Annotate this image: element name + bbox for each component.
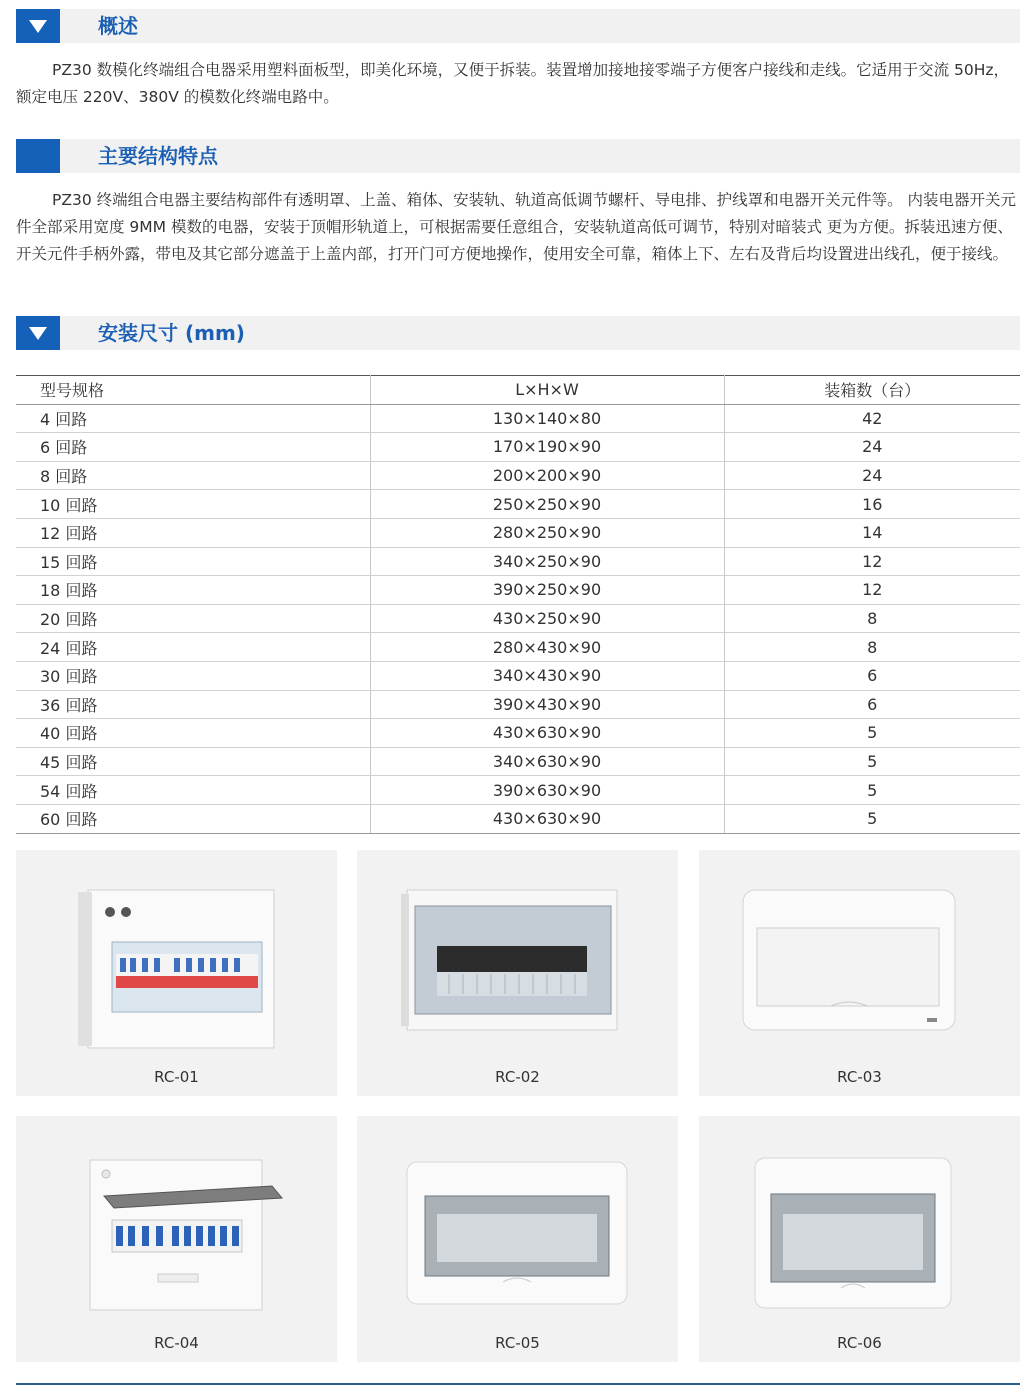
- product-card-rc-05: [357, 1116, 678, 1362]
- cell-dimensions: 340×430×90: [370, 661, 724, 690]
- cell-quantity: 6: [724, 690, 1020, 719]
- cell-quantity: 24: [724, 433, 1020, 462]
- distribution-box-closed-cover: [699, 850, 1020, 1096]
- cell-quantity: 24: [724, 461, 1020, 490]
- structure-text: PZ30 终端组合电器主要结构部件有透明罩、上盖、箱体、安装轨、轨道高低调节螺杆、导电排、护线罩和电器开关元件等。 内装电器开关元件全部采用宽度 9MM 模数的电器，安装于顶帽形轨道上，可根据需要任意组合，安装轨道高低可调节，特别对暗装式 更为方便。拆装迅速方便、开关元件手柄外露，带电及其它部分遮盖于上盖内部，打开门可方便地操作，使用安全可靠，箱体上下、左右及背后均设置进出线孔，便于接线。: [16, 191, 1017, 263]
- product-label: RC-06: [837, 1334, 882, 1352]
- section-marker: [16, 316, 60, 350]
- distribution-box-open-breakers: [16, 850, 337, 1096]
- cell-model: 15 回路: [16, 547, 370, 576]
- cell-dimensions: 170×190×90: [370, 433, 724, 462]
- product-card-rc-06: [699, 1116, 1020, 1362]
- distribution-box-transparent-cover: [357, 850, 678, 1096]
- product-card-rc-04: [16, 1116, 337, 1362]
- table-row: [16, 547, 1020, 576]
- cell-dimensions: 340×630×90: [370, 747, 724, 776]
- product-label: RC-01: [154, 1068, 199, 1086]
- section-header-overview: [16, 9, 1020, 43]
- cell-quantity: 5: [724, 776, 1020, 805]
- cell-dimensions: 130×140×80: [370, 404, 724, 433]
- header-quantity: 装箱数（台）: [724, 376, 1020, 405]
- section-marker: [16, 139, 60, 173]
- cell-model: 18 回路: [16, 576, 370, 605]
- cell-quantity: 42: [724, 404, 1020, 433]
- cell-dimensions: 390×250×90: [370, 576, 724, 605]
- section-title-structure: 主要结构特点: [98, 144, 218, 168]
- distribution-box-lifted-cover: [16, 1116, 337, 1362]
- cell-dimensions: 280×250×90: [370, 518, 724, 547]
- section-title-overview: 概述: [98, 14, 138, 38]
- cell-dimensions: 200×200×90: [370, 461, 724, 490]
- distribution-box-window: [357, 1116, 678, 1362]
- table-row: [16, 633, 1020, 662]
- cell-model: 10 回路: [16, 490, 370, 519]
- cell-dimensions: 430×630×90: [370, 804, 724, 833]
- section-header-structure: [16, 139, 1020, 173]
- product-card-rc-03: [699, 850, 1020, 1096]
- cell-dimensions: 280×430×90: [370, 633, 724, 662]
- cell-dimensions: 430×630×90: [370, 719, 724, 748]
- cell-model: 60 回路: [16, 804, 370, 833]
- table-row: [16, 719, 1020, 748]
- header-dimensions: L×H×W: [370, 376, 724, 405]
- cell-model: 4 回路: [16, 404, 370, 433]
- table-row: [16, 518, 1020, 547]
- cell-quantity: 8: [724, 633, 1020, 662]
- table-row: [16, 747, 1020, 776]
- overview-text: PZ30 数模化终端组合电器采用塑料面板型，即美化环境，又便于拆装。装置增加接地接零端子方便客户接线和走线。它适用于交流 50Hz，额定电压 220V、380V 的模数化终端电路中。: [16, 61, 1010, 106]
- cell-model: 20 回路: [16, 604, 370, 633]
- cell-quantity: 12: [724, 547, 1020, 576]
- table-body: [16, 404, 1020, 833]
- cell-dimensions: 390×430×90: [370, 690, 724, 719]
- table-row: [16, 661, 1020, 690]
- table-row: [16, 490, 1020, 519]
- cell-model: 8 回路: [16, 461, 370, 490]
- cell-quantity: 5: [724, 804, 1020, 833]
- product-card-rc-01: [16, 850, 337, 1096]
- cell-dimensions: 430×250×90: [370, 604, 724, 633]
- header-model: 型号规格: [16, 376, 370, 405]
- cell-model: 36 回路: [16, 690, 370, 719]
- section-header-dimensions: [16, 316, 1020, 350]
- section-title-dimensions: 安装尺寸 (mm): [98, 321, 245, 345]
- table-row: [16, 461, 1020, 490]
- section-marker: [16, 9, 60, 43]
- cell-quantity: 8: [724, 604, 1020, 633]
- distribution-box-window-tall: [699, 1116, 1020, 1362]
- cell-model: 12 回路: [16, 518, 370, 547]
- cell-dimensions: 340×250×90: [370, 547, 724, 576]
- cell-quantity: 12: [724, 576, 1020, 605]
- cell-quantity: 6: [724, 661, 1020, 690]
- product-card-rc-02: [357, 850, 678, 1096]
- cell-model: 54 回路: [16, 776, 370, 805]
- cell-quantity: 16: [724, 490, 1020, 519]
- table-row: [16, 576, 1020, 605]
- table-row: [16, 804, 1020, 833]
- product-label: RC-05: [495, 1334, 540, 1352]
- table-row: [16, 604, 1020, 633]
- cell-model: 45 回路: [16, 747, 370, 776]
- cell-model: 30 回路: [16, 661, 370, 690]
- product-label: RC-03: [837, 1068, 882, 1086]
- bottom-divider: [16, 1383, 1020, 1385]
- dimensions-table: [16, 375, 1020, 834]
- cell-dimensions: 390×630×90: [370, 776, 724, 805]
- cell-quantity: 5: [724, 719, 1020, 748]
- cell-model: 40 回路: [16, 719, 370, 748]
- cell-model: 24 回路: [16, 633, 370, 662]
- triangle-down-icon: [29, 327, 47, 340]
- cell-quantity: 14: [724, 518, 1020, 547]
- table-row: [16, 690, 1020, 719]
- cell-dimensions: 250×250×90: [370, 490, 724, 519]
- table-header-row: [16, 376, 1020, 405]
- triangle-down-icon: [29, 20, 47, 33]
- table-row: [16, 433, 1020, 462]
- cell-model: 6 回路: [16, 433, 370, 462]
- product-label: RC-04: [154, 1334, 199, 1352]
- product-label: RC-02: [495, 1068, 540, 1086]
- cell-quantity: 5: [724, 747, 1020, 776]
- table-row: [16, 776, 1020, 805]
- table-row: [16, 404, 1020, 433]
